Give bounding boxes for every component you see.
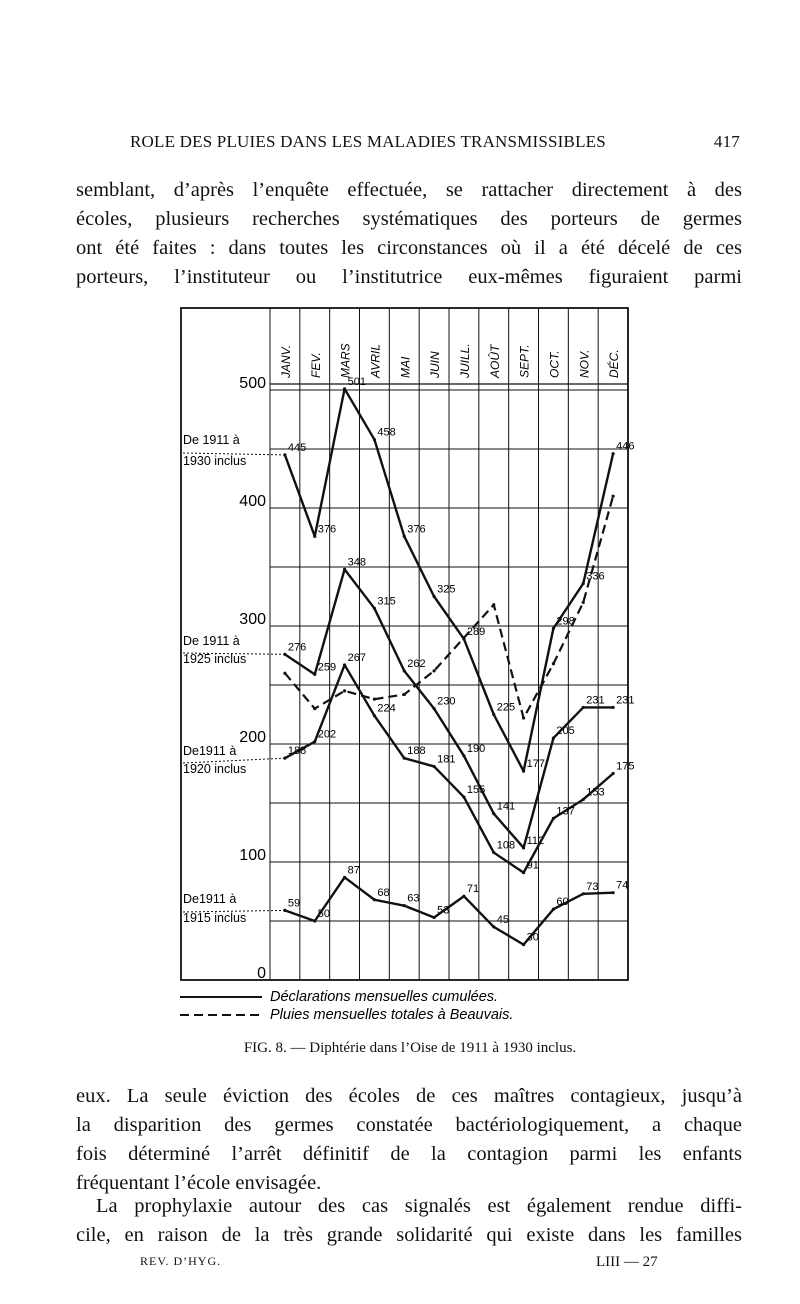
data-label: 153: [586, 786, 605, 799]
y-tick-label: 200: [239, 729, 266, 746]
series-side-label: 1915 inclus: [183, 911, 247, 925]
data-point: [492, 603, 495, 606]
data-point: [313, 740, 316, 743]
data-label: 231: [616, 694, 635, 707]
series-side-label: 1925 inclus: [183, 652, 247, 666]
series-side-label: De 1911 à: [183, 433, 240, 447]
month-label: JUILL.: [457, 343, 472, 378]
data-point: [432, 916, 435, 919]
data-point: [492, 812, 495, 815]
data-point: [522, 716, 525, 719]
data-point: [432, 595, 435, 598]
data-label: 108: [496, 839, 516, 852]
data-point: [373, 698, 376, 701]
data-point: [283, 909, 286, 912]
data-point: [522, 846, 525, 849]
data-label: 458: [377, 426, 396, 439]
data-label: 68: [377, 886, 390, 899]
data-point: [582, 601, 585, 604]
data-label: 45: [496, 913, 509, 926]
data-label: 445: [287, 441, 307, 454]
data-point: [552, 627, 555, 630]
data-label: 348: [347, 556, 366, 569]
month-label: MAI: [398, 356, 413, 378]
data-label: 141: [496, 800, 516, 813]
data-label: 181: [437, 753, 456, 766]
data-label: 73: [586, 880, 599, 893]
data-point: [432, 707, 435, 710]
data-point: [462, 754, 465, 757]
data-point: [432, 765, 435, 768]
data-label: 30: [526, 931, 539, 944]
data-label: 267: [347, 651, 366, 664]
data-label: 71: [466, 883, 480, 896]
data-point: [403, 904, 406, 907]
data-label: 224: [377, 702, 396, 715]
series-side-label: De1911 à: [183, 892, 237, 906]
data-label: 298: [556, 615, 575, 628]
data-point: [552, 908, 555, 911]
y-tick-label: 300: [239, 611, 266, 628]
data-point: [283, 453, 286, 456]
data-point: [343, 568, 346, 571]
data-point: [403, 535, 406, 538]
month-label: FEV.: [308, 352, 323, 378]
data-point: [552, 737, 555, 740]
data-label: 74: [616, 879, 629, 892]
data-label: 259: [317, 661, 337, 674]
data-label: 315: [377, 595, 396, 608]
data-point: [373, 898, 376, 901]
data-label: 446: [616, 440, 635, 453]
data-label: 188: [407, 745, 426, 758]
data-point: [373, 607, 376, 610]
data-point: [313, 707, 316, 710]
data-label: 53: [437, 904, 450, 917]
text-line: eux. La seule éviction des écoles de ces maîtres contagieux, jusqu’à: [76, 1085, 742, 1107]
data-point: [552, 662, 555, 665]
header-title: ROLE DES PLUIES DANS LES MALADIES TRANSMISSIBLES: [130, 132, 606, 151]
data-point: [373, 438, 376, 441]
data-point: [343, 663, 346, 666]
data-point: [462, 895, 465, 898]
data-label: 60: [556, 896, 569, 909]
data-point: [611, 772, 614, 775]
chart-frame: [181, 308, 628, 980]
data-point: [492, 851, 495, 854]
data-point: [343, 689, 346, 692]
data-point: [313, 673, 316, 676]
series-side-label: 1920 inclus: [183, 762, 247, 776]
month-label: MARS: [338, 343, 353, 378]
data-point: [373, 714, 376, 717]
month-label: SEPT.: [517, 344, 532, 378]
data-label: 262: [407, 657, 426, 670]
data-label: 91: [526, 859, 539, 872]
data-label: 501: [347, 375, 366, 388]
text-line: La prophylaxie autour des cas signalés est également rendue diffi-: [96, 1195, 742, 1217]
data-point: [432, 669, 435, 672]
series-side-label: 1930 inclus: [183, 454, 247, 468]
footer-left: REV. D’HYG.: [140, 1254, 222, 1268]
y-tick-label: 100: [239, 847, 266, 864]
data-point: [403, 669, 406, 672]
data-point: [552, 817, 555, 820]
data-point: [403, 757, 406, 760]
series-side-label: De 1911 à: [183, 634, 240, 648]
data-point: [582, 582, 585, 585]
data-point: [313, 919, 316, 922]
paragraph-bottom-2: [76, 1192, 742, 1250]
data-point: [283, 672, 286, 675]
data-point: [582, 892, 585, 895]
month-label: JUIN: [428, 351, 443, 378]
footer-right: LIII — 27: [596, 1254, 658, 1270]
legend-label: Déclarations mensuelles cumulées.: [270, 989, 499, 1005]
month-label: OCT.: [547, 350, 562, 378]
data-label: 231: [586, 694, 605, 707]
data-point: [403, 693, 406, 696]
text-line: semblant, d’après l’enquête effectuée, se rattacher directement à des: [76, 179, 742, 201]
data-label: 112: [526, 834, 545, 847]
data-point: [462, 796, 465, 799]
figure-caption: FIG. 8. — Diphtérie dans l’Oise de 1911 à 1930 inclus.: [243, 1040, 577, 1056]
data-label: 202: [317, 728, 337, 741]
page-number: 417: [713, 132, 740, 151]
data-point: [343, 876, 346, 879]
month-label: NOV.: [577, 349, 592, 378]
data-point: [522, 943, 525, 946]
data-point: [582, 706, 585, 709]
data-label: 230: [437, 695, 456, 708]
data-point: [492, 713, 495, 716]
month-label: JANV.: [278, 344, 293, 378]
data-label: 137: [556, 805, 575, 818]
text-line: cile, en raison de la très grande solidarité qui existe dans les familles: [76, 1224, 742, 1246]
text-line: fréquentant l’école envisagée.: [76, 1172, 322, 1194]
data-point: [343, 387, 346, 390]
month-label: AOÛT: [487, 344, 502, 378]
data-point: [611, 706, 614, 709]
data-point: [582, 798, 585, 801]
text-line: fois déterminé l’arrêt définitif de la contagion parmi les enfants: [76, 1143, 742, 1165]
data-label: 276: [287, 641, 307, 654]
data-point: [283, 757, 286, 760]
y-tick-label: 0: [257, 965, 266, 982]
data-label: 325: [437, 583, 456, 596]
y-tick-label: 400: [239, 493, 266, 510]
data-label: 336: [586, 570, 605, 583]
data-point: [492, 925, 495, 928]
y-tick-label: 500: [239, 375, 266, 392]
data-point: [611, 891, 614, 894]
data-label: 59: [287, 897, 301, 910]
data-point: [462, 636, 465, 639]
legend-label: Pluies mensuelles totales à Beauvais.: [270, 1007, 514, 1023]
data-label: 188: [287, 745, 307, 758]
data-label: 376: [407, 523, 426, 536]
text-line: écoles, plusieurs recherches systématiques des porteurs de germes: [76, 208, 742, 230]
data-label: 63: [407, 892, 420, 905]
data-label: 289: [466, 625, 486, 638]
data-point: [611, 452, 614, 455]
data-label: 87: [347, 864, 360, 877]
text-line: porteurs, l’instituteur ou l’institutrice eux-mêmes figuraient parmi: [76, 266, 742, 288]
data-point: [313, 535, 316, 538]
month-label: DÉC.: [607, 349, 622, 378]
data-label: 50: [317, 908, 330, 920]
paragraph-bottom-1: [76, 1082, 742, 1198]
data-point: [611, 495, 614, 498]
data-point: [283, 653, 286, 656]
data-point: [522, 770, 525, 773]
data-label: 155: [466, 784, 486, 797]
month-label: AVRIL: [368, 343, 383, 378]
data-label: 175: [616, 760, 635, 773]
text-line: ont été faites : dans toutes les circonstances où il a été décelé de ces: [76, 237, 742, 259]
data-label: 376: [317, 523, 337, 536]
data-label: 225: [496, 701, 516, 714]
data-point: [522, 871, 525, 874]
series-side-label: De1911 à: [183, 744, 237, 758]
data-label: 205: [556, 725, 575, 738]
data-label: 190: [466, 742, 486, 755]
text-line: la disparition des germes constatée bactériologiquement, a chaque: [76, 1114, 742, 1136]
data-label: 177: [526, 758, 545, 771]
